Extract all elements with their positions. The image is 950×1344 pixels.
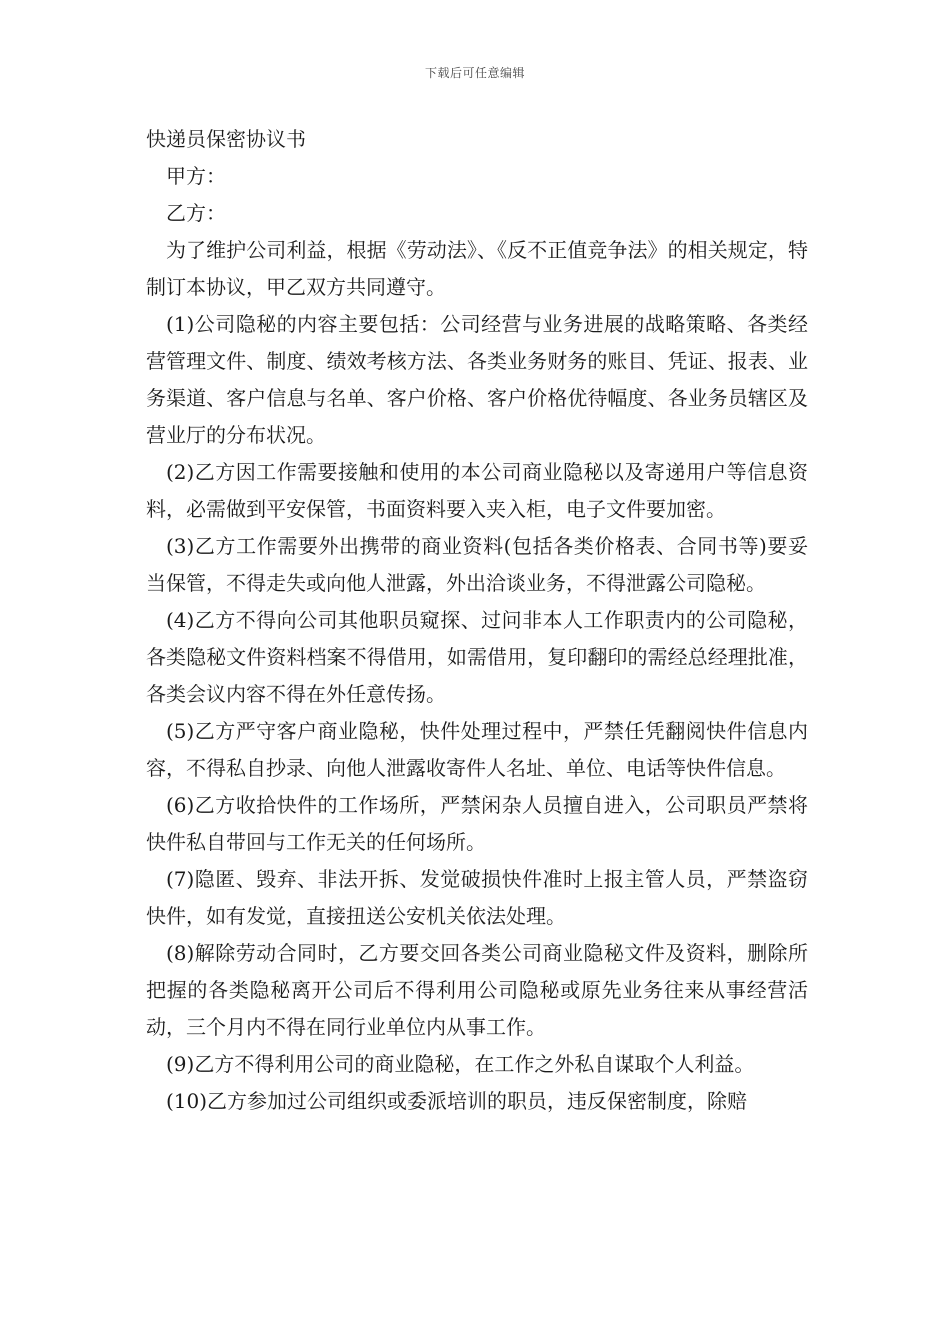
clause-8: (8)解除劳动合同时，乙方要交回各类公司商业隐秘文件及资料，删除所把握的各类隐秘离开公司后不得利用公司隐秘或原先业务往来从事经营活动，三个月内不得在同行业单位内从事工作。	[146, 941, 808, 1039]
clause-2: (2)乙方因工作需要接触和使用的本公司商业隐秘以及寄递用户等信息资料，必需做到平安保管，书面资料要入夹入柜，电子文件要加密。	[146, 460, 808, 521]
intro-paragraph: 为了维护公司利益，根据《劳动法》、《反不正值竞争法》的相关规定，特制订本协议，甲乙双方共同遵守。	[146, 238, 808, 299]
clause-1: (1)公司隐秘的内容主要包括：公司经营与业务进展的战略策略、各类经营管理文件、制度、绩效考核方法、各类业务财务的账目、凭证、报表、业务渠道、客户信息与名单、客户价格、客户价格优待幅度、各业务员辖区及营业厅的分布状况。	[146, 312, 808, 447]
clause-5: (5)乙方严守客户商业隐秘，快件处理过程中，严禁任凭翻阅快件信息内容，不得私自抄录、向他人泄露收寄件人名址、单位、电话等快件信息。	[146, 719, 808, 780]
party-a-line: 甲方：	[166, 164, 226, 188]
page-header: 下载后可任意编辑	[424, 66, 525, 80]
clause-7: (7)隐匿、毁弃、非法开拆、发觉破损快件准时上报主管人员，严禁盗窃快件，如有发觉，直接扭送公安机关依法处理。	[146, 867, 808, 928]
clause-6: (6)乙方收拾快件的工作场所，严禁闲杂人员擅自进入，公司职员严禁将快件私自带回与工作无关的任何场所。	[146, 793, 808, 854]
clause-3: (3)乙方工作需要外出携带的商业资料(包括各类价格表、合同书等)要妥当保管，不得走失或向他人泄露，外出洽谈业务，不得泄露公司隐秘。	[146, 534, 808, 595]
clause-9: (9)乙方不得利用公司的商业隐秘，在工作之外私自谋取个人利益。	[166, 1052, 755, 1076]
clause-4: (4)乙方不得向公司其他职员窥探、过问非本人工作职责内的公司隐秘，各类隐秘文件资料档案不得借用，如需借用，复印翻印的需经总经理批准，各类会议内容不得在外任意传扬。	[146, 608, 808, 706]
document-title: 快递员保密协议书	[146, 127, 306, 151]
party-b-line: 乙方：	[166, 201, 226, 225]
document-body	[146, 121, 808, 1120]
clause-10: (10)乙方参加过公司组织或委派培训的职员，违反保密制度，除赔	[166, 1089, 748, 1113]
